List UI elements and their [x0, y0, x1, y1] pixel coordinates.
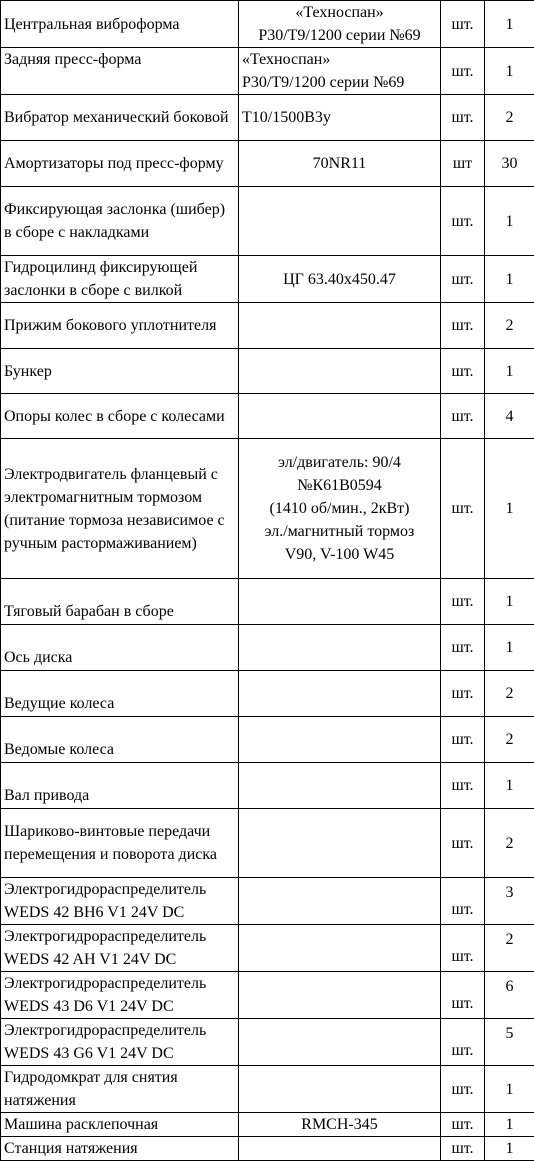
item-model: «Техноспан» Р30/Т9/1200 серии №69: [239, 48, 441, 95]
table-row: [1, 625, 534, 671]
item-name: Ведущие колеса: [1, 671, 239, 717]
item-name: Шариково-винтовые передачи перемещения и поворота диска: [1, 809, 239, 878]
item-model: [239, 625, 441, 671]
item-name: Центральная виброформа: [1, 1, 239, 48]
table-row: [1, 1, 534, 48]
table-row: [1, 878, 534, 925]
item-unit: шт.: [441, 95, 485, 141]
item-qty: 1: [485, 349, 534, 394]
item-name: Бункер: [1, 349, 239, 394]
item-qty: 1: [485, 439, 534, 579]
item-model: [239, 763, 441, 809]
item-name: Амортизаторы под пресс-форму: [1, 141, 239, 187]
item-qty: 1: [485, 48, 534, 95]
item-model: [239, 303, 441, 349]
item-model: [239, 671, 441, 717]
table-row: [1, 972, 534, 1019]
item-name: Фиксирующая заслонка (шибер) в сборе с накладками: [1, 187, 239, 256]
item-model: [239, 925, 441, 972]
item-unit: шт.: [441, 394, 485, 439]
item-model: [239, 972, 441, 1019]
item-unit: шт.: [441, 48, 485, 95]
item-unit: шт.: [441, 1113, 485, 1137]
table-row: [1, 763, 534, 809]
table-row: [1, 394, 534, 439]
item-model: [239, 1066, 441, 1113]
item-model: RMCH-345: [239, 1113, 441, 1137]
table-row: [1, 303, 534, 349]
item-name: Ведомые колеса: [1, 717, 239, 763]
item-model: [239, 187, 441, 256]
item-unit: шт.: [441, 187, 485, 256]
item-unit: шт.: [441, 717, 485, 763]
item-model: 70NR11: [239, 141, 441, 187]
item-qty: 2: [485, 303, 534, 349]
item-qty: 2: [485, 95, 534, 141]
item-name: Гидроцилинд фиксирующей заслонки в сборе с вилкой: [1, 256, 239, 303]
item-qty: 5: [485, 1019, 534, 1066]
item-model: [239, 809, 441, 878]
item-unit: шт.: [441, 256, 485, 303]
item-qty: 1: [485, 763, 534, 809]
table-row: [1, 1066, 534, 1113]
item-name: Электрогидрораспределитель WEDS 43 D6 V1 24V DC: [1, 972, 239, 1019]
item-qty: 2: [485, 717, 534, 763]
table-row: [1, 187, 534, 256]
item-name: Электрогидрораспределитель WEDS 43 G6 V1 24V DC: [1, 1019, 239, 1066]
item-name: Опоры колес в сборе с колесами: [1, 394, 239, 439]
item-qty: 2: [485, 925, 534, 972]
item-unit: шт.: [441, 878, 485, 925]
item-unit: шт.: [441, 763, 485, 809]
item-unit: шт.: [441, 1137, 485, 1161]
item-unit: шт.: [441, 303, 485, 349]
item-qty: 1: [485, 187, 534, 256]
item-unit: шт.: [441, 349, 485, 394]
item-model: [239, 394, 441, 439]
table-row: [1, 141, 534, 187]
item-unit: шт.: [441, 1019, 485, 1066]
item-model: [239, 1019, 441, 1066]
table-row: [1, 439, 534, 579]
table-row: [1, 256, 534, 303]
item-model: [239, 878, 441, 925]
item-model: [239, 579, 441, 625]
item-unit: шт.: [441, 625, 485, 671]
table-row: [1, 1019, 534, 1066]
item-name: Вибратор механический боковой: [1, 95, 239, 141]
item-name: Тяговый барабан в сборе: [1, 579, 239, 625]
table-row: [1, 579, 534, 625]
item-qty: 1: [485, 1066, 534, 1113]
item-qty: 2: [485, 671, 534, 717]
item-name: Прижим бокового уплотнителя: [1, 303, 239, 349]
item-qty: 1: [485, 579, 534, 625]
item-qty: 1: [485, 256, 534, 303]
item-name: Машина расклепочная: [1, 1113, 239, 1137]
table-row: [1, 925, 534, 972]
item-qty: 6: [485, 972, 534, 1019]
item-model: эл/двигатель: 90/4 №К61В0594 (1410 об/мин., 2кВт) эл./магнитный тормоз V90, V-100 W45: [239, 439, 441, 579]
table-row: [1, 349, 534, 394]
item-qty: 1: [485, 1113, 534, 1137]
table-row: [1, 1113, 534, 1137]
table-row: [1, 95, 534, 141]
item-unit: шт.: [441, 925, 485, 972]
item-unit: шт.: [441, 809, 485, 878]
table-row: [1, 48, 534, 95]
table-row: [1, 717, 534, 763]
table-row: [1, 671, 534, 717]
item-qty: 1: [485, 1137, 534, 1161]
item-name: Электрогидрораспределитель WEDS 42 AH V1 24V DC: [1, 925, 239, 972]
item-name: Электродвигатель фланцевый с электромагнитным тормозом (питание тормоза независимое с ручным растормаживанием): [1, 439, 239, 579]
item-name: Станция натяжения: [1, 1137, 239, 1161]
item-name: Задняя пресс-форма: [1, 48, 239, 95]
item-unit: шт.: [441, 1, 485, 48]
item-name: Ось диска: [1, 625, 239, 671]
item-unit: шт.: [441, 1066, 485, 1113]
item-unit: шт.: [441, 671, 485, 717]
table-row: [1, 1137, 534, 1161]
item-unit: шт: [441, 141, 485, 187]
table-row: [1, 809, 534, 878]
item-model: [239, 717, 441, 763]
item-unit: шт.: [441, 579, 485, 625]
item-name: Гидродомкрат для снятия натяжения: [1, 1066, 239, 1113]
item-model: [239, 349, 441, 394]
item-model: [239, 1137, 441, 1161]
item-qty: 1: [485, 1, 534, 48]
item-qty: 30: [485, 141, 534, 187]
item-model: «Техноспан» Р30/Т9/1200 серии №69: [239, 1, 441, 48]
item-model: Т10/1500В3у: [239, 95, 441, 141]
item-name: Вал привода: [1, 763, 239, 809]
item-name: Электрогидрораспределитель WEDS 42 BH6 V1 24V DC: [1, 878, 239, 925]
item-unit: шт.: [441, 972, 485, 1019]
item-qty: 2: [485, 809, 534, 878]
item-unit: шт.: [441, 439, 485, 579]
item-model: ЦГ 63.40х450.47: [239, 256, 441, 303]
item-qty: 1: [485, 625, 534, 671]
item-qty: 3: [485, 878, 534, 925]
item-qty: 4: [485, 394, 534, 439]
